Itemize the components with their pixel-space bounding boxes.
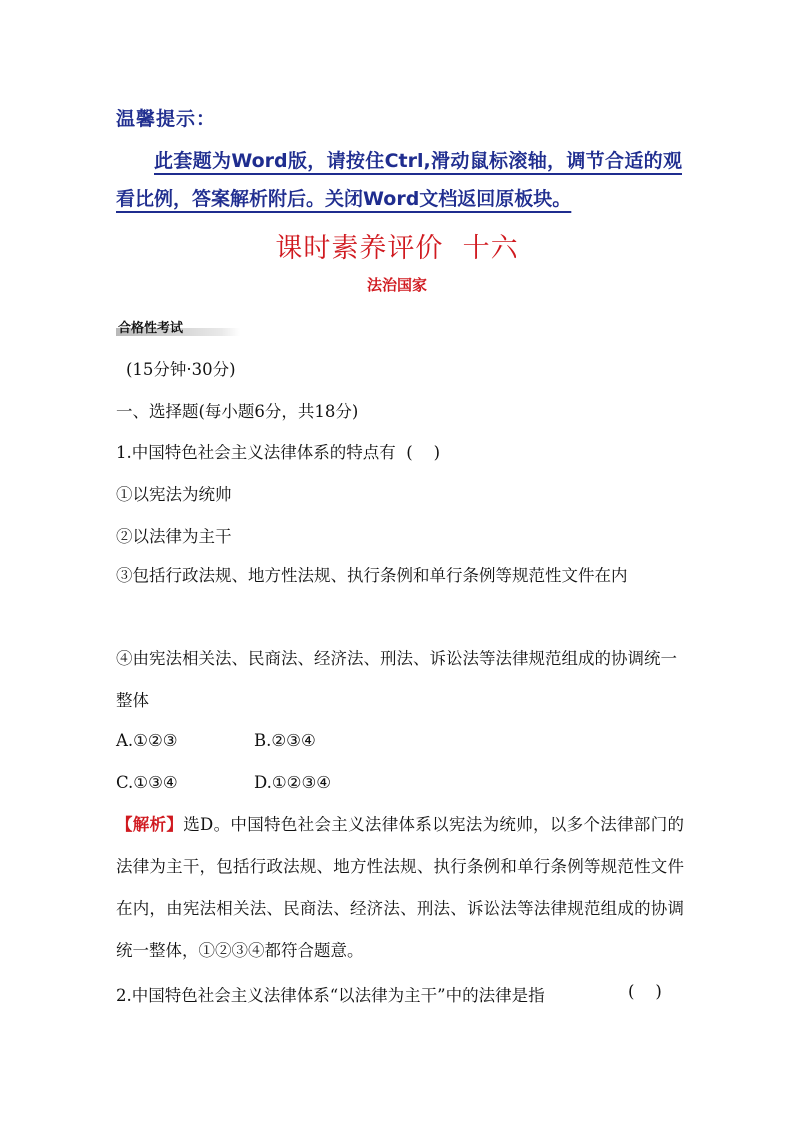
tip-heading: 温馨提示： [116, 108, 217, 130]
question-1-analysis [116, 804, 684, 972]
part-one-heading: 一、选择题(每小题6分，共18分) [116, 402, 359, 421]
question-1-stem: 1.中国特色社会主义法律体系的特点有 ( ) [116, 443, 441, 462]
option-c: C.①③④ [116, 773, 178, 792]
tip-body-text: 此套题为Word版，请按住Ctrl,滑动鼠标滚轴，调节合适的观看比例，答案解析附后。关闭Word文档返回原板块。 [116, 150, 682, 210]
lesson-subtitle: 法治国家 [366, 276, 427, 294]
analysis-text: 选D。中国特色社会主义法律体系以宪法为统帅，以多个法律部门的法律为主干，包括行政法规、地方性法规、执行条例和单行条例等规范性文件在内，由宪法相关法、民商法、经济法、刑法、诉讼法等法律规范组成的协调统一整体，①②③④都符合题意。 [116, 815, 685, 960]
question-1-item-2: ②以法律为主干 [116, 527, 232, 546]
section-tag [116, 316, 240, 336]
analysis-tag: 【解析】 [116, 815, 184, 834]
option-b: B.②③④ [254, 731, 316, 750]
question-1-item-4: ④由宪法相关法、民商法、经济法、刑法、诉讼法等法律规范组成的协调统一整体 [116, 649, 677, 710]
tip-body [116, 142, 682, 218]
lesson-title: 课时素养评价 十六 [275, 233, 519, 264]
option-a: A.①②③ [116, 731, 178, 750]
question-2-answer-paren: ( ) [628, 982, 662, 1001]
option-d: D.①②③④ [254, 773, 332, 792]
time-limit: (15分钟·30分) [126, 360, 236, 379]
question-1-item-3: ③包括行政法规、地方性法规、执行条例和单行条例等规范性文件在内 [116, 566, 628, 585]
question-2-stem: 2.中国特色社会主义法律体系“以法律为主干”中的法律是指 [116, 986, 545, 1005]
section-tag-label: 合格性考试 [118, 321, 184, 336]
question-1-item-1: ①以宪法为统帅 [116, 485, 232, 504]
